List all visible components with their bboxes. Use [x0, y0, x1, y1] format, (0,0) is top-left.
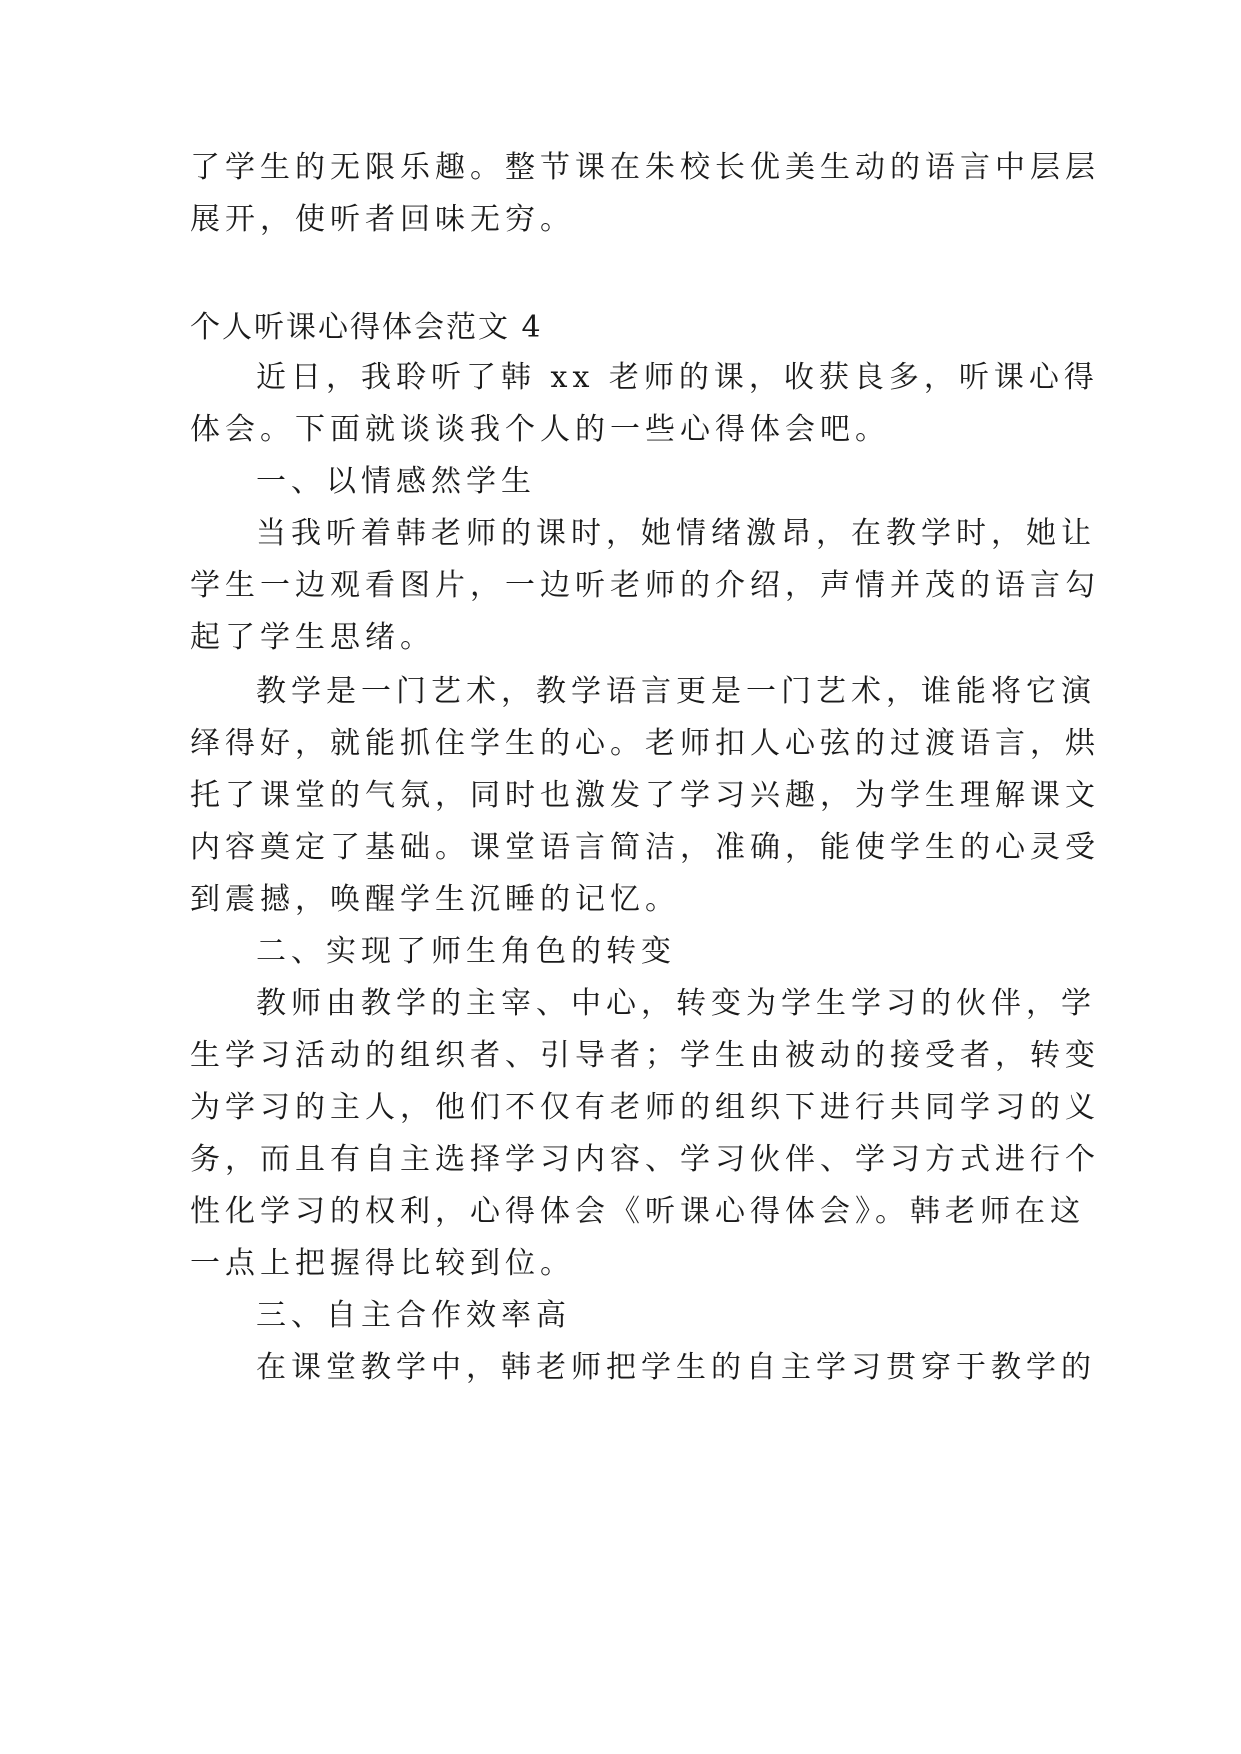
- paragraph-line: 托了课堂的气氛，同时也激发了学习兴趣，为学生理解课文: [190, 778, 1100, 813]
- subheading: 一、以情感然学生: [256, 464, 536, 499]
- paragraph-line: 近日，我聆听了韩 xx 老师的课，收获良多，听课心得: [256, 360, 1099, 395]
- section-title: 个人听课心得体会范文 4: [190, 310, 543, 345]
- subheading: 二、实现了师生角色的转变: [256, 934, 676, 969]
- paragraph-line: 在课堂教学中，韩老师把学生的自主学习贯穿于教学的: [256, 1350, 1096, 1385]
- paragraph-line: 起了学生思绪。: [190, 620, 435, 655]
- paragraph-line: 生学习活动的组织者、引导者；学生由被动的接受者，转变: [190, 1038, 1100, 1073]
- paragraph-line: 性化学习的权利，心得体会《听课心得体会》。韩老师在这: [190, 1194, 1085, 1229]
- paragraph-line: 一点上把握得比较到位。: [190, 1246, 575, 1281]
- paragraph-line: 绎得好，就能抓住学生的心。老师扣人心弦的过渡语言，烘: [190, 726, 1100, 761]
- paragraph-line: 教学是一门艺术，教学语言更是一门艺术，谁能将它演: [256, 674, 1096, 709]
- paragraph-line: 体会。下面就谈谈我个人的一些心得体会吧。: [190, 412, 890, 447]
- paragraph-line: 学生一边观看图片，一边听老师的介绍，声情并茂的语言勾: [190, 568, 1100, 603]
- paragraph-line: 教师由教学的主宰、中心，转变为学生学习的伙伴，学: [256, 986, 1096, 1021]
- subheading: 三、自主合作效率高: [256, 1298, 571, 1333]
- paragraph-line: 了学生的无限乐趣。整节课在朱校长优美生动的语言中层层: [190, 150, 1100, 185]
- paragraph-line: 务，而且有自主选择学习内容、学习伙伴、学习方式进行个: [190, 1142, 1100, 1177]
- paragraph-line: 到震撼，唤醒学生沉睡的记忆。: [190, 882, 680, 917]
- paragraph-line: 当我听着韩老师的课时，她情绪激昂，在教学时，她让: [256, 516, 1096, 551]
- paragraph-line: 内容奠定了基础。课堂语言简洁，准确，能使学生的心灵受: [190, 830, 1100, 865]
- paragraph-line: 展开，使听者回味无穷。: [190, 202, 575, 237]
- paragraph-line: 为学习的主人，他们不仅有老师的组织下进行共同学习的义: [190, 1090, 1100, 1125]
